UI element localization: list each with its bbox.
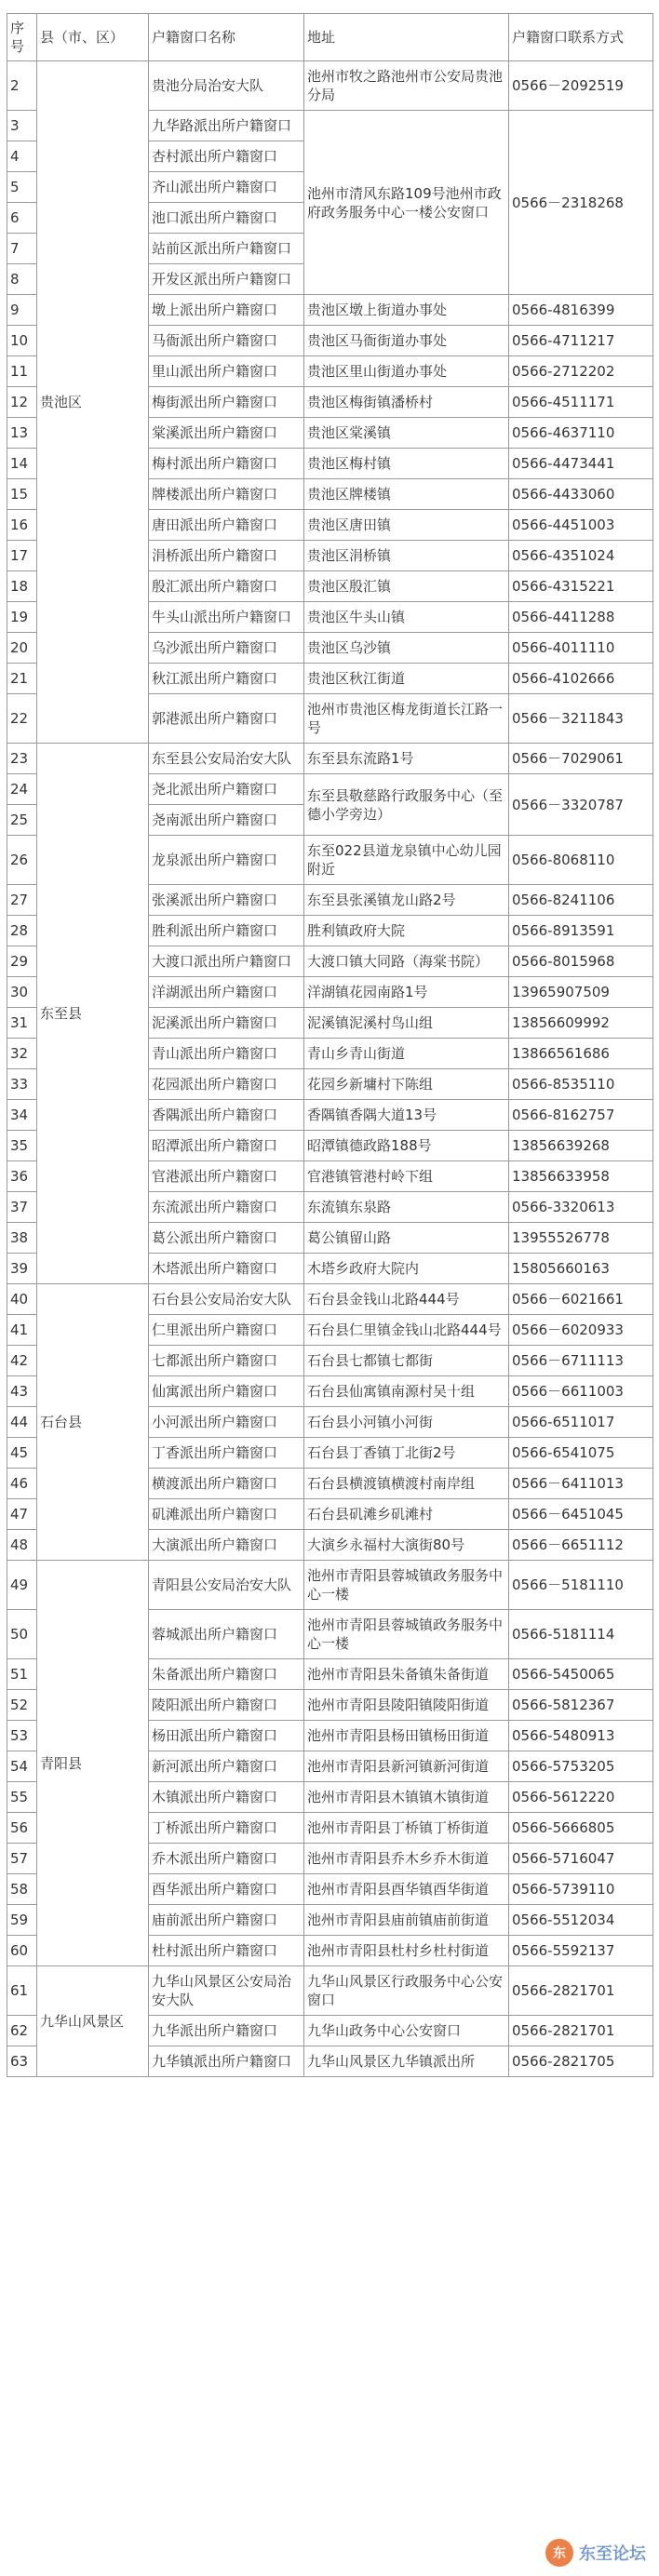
window-name: 梅街派出所户籍窗口	[149, 387, 304, 418]
phone: 0566－6611003	[509, 1376, 653, 1407]
address: 东至022县道龙泉镇中心幼儿园附近	[304, 836, 509, 885]
row-number: 40	[7, 1284, 37, 1315]
row-number: 53	[7, 1721, 37, 1751]
window-name: 木塔派出所户籍窗口	[149, 1254, 304, 1284]
phone: 13856633958	[509, 1161, 653, 1192]
row-number: 39	[7, 1254, 37, 1284]
window-name: 胜利派出所户籍窗口	[149, 916, 304, 946]
window-name: 池口派出所户籍窗口	[149, 203, 304, 234]
row-number: 21	[7, 664, 37, 694]
phone: 0566-5450065	[509, 1659, 653, 1690]
row-number: 50	[7, 1610, 37, 1659]
phone: 13856609992	[509, 1008, 653, 1039]
window-name: 牛头山派出所户籍窗口	[149, 602, 304, 633]
table-row	[7, 61, 653, 111]
row-number: 62	[7, 2016, 37, 2046]
row-number: 37	[7, 1192, 37, 1223]
phone: 0566-2821705	[509, 2046, 653, 2077]
phone: 0566－6451045	[509, 1499, 653, 1530]
row-number: 7	[7, 234, 37, 264]
row-number: 61	[7, 1966, 37, 2016]
window-name: 杨田派出所户籍窗口	[149, 1721, 304, 1751]
phone: 0566-6541075	[509, 1438, 653, 1469]
address: 池州市青阳县酉华镇酉华街道	[304, 1874, 509, 1905]
phone: 0566-4816399	[509, 295, 653, 326]
window-name: 蓉城派出所户籍窗口	[149, 1610, 304, 1659]
phone: 0566－2318268	[509, 111, 653, 295]
address: 官港镇管港村岭下组	[304, 1161, 509, 1192]
window-name: 棠溪派出所户籍窗口	[149, 418, 304, 449]
window-name: 青阳县公安局治安大队	[149, 1561, 304, 1610]
phone: 0566-5512034	[509, 1905, 653, 1936]
address: 池州市青阳县新河镇新河街道	[304, 1751, 509, 1782]
window-name: 朱备派出所户籍窗口	[149, 1659, 304, 1690]
address: 葛公镇留山路	[304, 1223, 509, 1254]
row-number: 60	[7, 1936, 37, 1966]
table-row	[7, 1284, 653, 1315]
window-name: 龙泉派出所户籍窗口	[149, 836, 304, 885]
row-number: 3	[7, 111, 37, 141]
window-name: 马衙派出所户籍窗口	[149, 326, 304, 356]
window-name: 九华山风景区公安局治安大队	[149, 1966, 304, 2016]
window-name: 东流派出所户籍窗口	[149, 1192, 304, 1223]
row-number: 33	[7, 1069, 37, 1100]
window-name: 新河派出所户籍窗口	[149, 1751, 304, 1782]
row-number: 51	[7, 1659, 37, 1690]
phone: 13866561686	[509, 1039, 653, 1069]
address: 石台县仙寓镇南源村吴十组	[304, 1376, 509, 1407]
address: 贵池区牛头山镇	[304, 602, 509, 633]
address: 池州市清风东路109号池州市政府政务服务中心一楼公安窗口	[304, 111, 509, 295]
phone: 0566－6651112	[509, 1530, 653, 1561]
address: 贵池区殷汇镇	[304, 571, 509, 602]
row-number: 49	[7, 1561, 37, 1610]
window-name: 大渡口派出所户籍窗口	[149, 946, 304, 977]
row-number: 57	[7, 1844, 37, 1874]
phone: 13955526778	[509, 1223, 653, 1254]
phone: 0566-5666805	[509, 1813, 653, 1844]
row-number: 14	[7, 449, 37, 479]
phone: 0566-5480913	[509, 1721, 653, 1751]
window-name: 洋湖派出所户籍窗口	[149, 977, 304, 1008]
window-name: 酉华派出所户籍窗口	[149, 1874, 304, 1905]
address: 贵池区乌沙镇	[304, 633, 509, 664]
row-number: 42	[7, 1346, 37, 1376]
phone: 0566-5753205	[509, 1751, 653, 1782]
address: 石台县丁香镇丁北街2号	[304, 1438, 509, 1469]
phone: 0566-6511017	[509, 1407, 653, 1438]
address: 石台县矶滩乡矶滩村	[304, 1499, 509, 1530]
row-number: 2	[7, 61, 37, 111]
window-name: 尧南派出所户籍窗口	[149, 805, 304, 836]
address: 贵池区牌楼镇	[304, 479, 509, 510]
header-address: 地址	[304, 14, 509, 61]
address: 石台县小河镇小河街	[304, 1407, 509, 1438]
address: 贵池区唐田镇	[304, 510, 509, 541]
row-number: 55	[7, 1782, 37, 1813]
address: 九华山风景区行政服务中心公安窗口	[304, 1966, 509, 2016]
phone: 0566－7029061	[509, 744, 653, 774]
phone: 0566-4411288	[509, 602, 653, 633]
address: 花园乡新墉村下陈组	[304, 1069, 509, 1100]
address: 池州市贵池区梅龙街道长江路一号	[304, 694, 509, 744]
phone: 0566－5181110	[509, 1561, 653, 1610]
row-number: 26	[7, 836, 37, 885]
county-cell: 九华山风景区	[37, 1966, 149, 2077]
row-number: 56	[7, 1813, 37, 1844]
window-name: 九华路派出所户籍窗口	[149, 111, 304, 141]
row-number: 34	[7, 1100, 37, 1131]
window-name: 七都派出所户籍窗口	[149, 1346, 304, 1376]
phone: 0566-5612220	[509, 1782, 653, 1813]
site-watermark	[545, 2539, 646, 2567]
address: 池州市青阳县朱备镇朱备街道	[304, 1659, 509, 1690]
header-window-name: 户籍窗口名称	[149, 14, 304, 61]
county-cell: 贵池区	[37, 61, 149, 744]
row-number: 17	[7, 541, 37, 571]
phone: 0566-8535110	[509, 1069, 653, 1100]
row-number: 13	[7, 418, 37, 449]
county-cell: 青阳县	[37, 1561, 149, 1966]
phone: 0566-8068110	[509, 836, 653, 885]
phone: 0566-8241106	[509, 885, 653, 916]
address: 石台县七都镇七都街	[304, 1346, 509, 1376]
phone: 0566-5739110	[509, 1874, 653, 1905]
window-name: 里山派出所户籍窗口	[149, 356, 304, 387]
row-number: 41	[7, 1315, 37, 1346]
address: 池州市青阳县蓉城镇政务服务中心一楼	[304, 1610, 509, 1659]
window-name: 葛公派出所户籍窗口	[149, 1223, 304, 1254]
phone: 0566-8015968	[509, 946, 653, 977]
row-number: 47	[7, 1499, 37, 1530]
address: 贵池区梅村镇	[304, 449, 509, 479]
window-name: 开发区派出所户籍窗口	[149, 264, 304, 295]
window-name: 矶滩派出所户籍窗口	[149, 1499, 304, 1530]
address: 木塔乡政府大院内	[304, 1254, 509, 1284]
table-row	[7, 744, 653, 774]
phone: 0566-5592137	[509, 1936, 653, 1966]
row-number: 43	[7, 1376, 37, 1407]
address: 池州市青阳县庙前镇庙前街道	[304, 1905, 509, 1936]
window-name: 木镇派出所户籍窗口	[149, 1782, 304, 1813]
phone: 0566-4451003	[509, 510, 653, 541]
row-number: 63	[7, 2046, 37, 2077]
address: 大演乡永福村大演街80号	[304, 1530, 509, 1561]
window-name: 唐田派出所户籍窗口	[149, 510, 304, 541]
phone: 13965907509	[509, 977, 653, 1008]
address: 香隅镇香隅大道13号	[304, 1100, 509, 1131]
phone: 0566-2821701	[509, 2016, 653, 2046]
window-name: 站前区派出所户籍窗口	[149, 234, 304, 264]
header-no: 序号	[7, 14, 37, 61]
phone: 0566-4711217	[509, 326, 653, 356]
window-name: 青山派出所户籍窗口	[149, 1039, 304, 1069]
phone: 0566－6020933	[509, 1315, 653, 1346]
address: 胜利镇政府大院	[304, 916, 509, 946]
row-number: 20	[7, 633, 37, 664]
phone: 0566-2712202	[509, 356, 653, 387]
row-number: 12	[7, 387, 37, 418]
row-number: 8	[7, 264, 37, 295]
phone: 0566-5181114	[509, 1610, 653, 1659]
window-name: 杜村派出所户籍窗口	[149, 1936, 304, 1966]
address: 池州市青阳县蓉城镇政务服务中心一楼	[304, 1561, 509, 1610]
row-number: 5	[7, 172, 37, 203]
address: 池州市青阳县木镇镇木镇街道	[304, 1782, 509, 1813]
window-name: 九华镇派出所户籍窗口	[149, 2046, 304, 2077]
address: 石台县仁里镇金钱山北路444号	[304, 1315, 509, 1346]
window-name: 九华派出所户籍窗口	[149, 2016, 304, 2046]
address: 池州市青阳县杜村乡杜村街道	[304, 1936, 509, 1966]
row-number: 23	[7, 744, 37, 774]
row-number: 45	[7, 1438, 37, 1469]
phone: 0566-8913591	[509, 916, 653, 946]
row-number: 48	[7, 1530, 37, 1561]
phone: 13856639268	[509, 1131, 653, 1161]
phone: 0566－6411013	[509, 1469, 653, 1499]
household-registration-table	[7, 13, 653, 2077]
phone: 0566-4351024	[509, 541, 653, 571]
row-number: 19	[7, 602, 37, 633]
address: 东至县东流路1号	[304, 744, 509, 774]
row-number: 46	[7, 1469, 37, 1499]
window-name: 涓桥派出所户籍窗口	[149, 541, 304, 571]
phone: 0566-4102666	[509, 664, 653, 694]
phone: 0566－6021661	[509, 1284, 653, 1315]
address: 池州市牧之路池州市公安局贵池分局	[304, 61, 509, 111]
phone: 0566-5812367	[509, 1690, 653, 1721]
address: 池州市青阳县杨田镇杨田街道	[304, 1721, 509, 1751]
window-name: 横渡派出所户籍窗口	[149, 1469, 304, 1499]
window-name: 尧北派出所户籍窗口	[149, 774, 304, 805]
address: 九华山政务中心公安窗口	[304, 2016, 509, 2046]
window-name: 陵阳派出所户籍窗口	[149, 1690, 304, 1721]
window-name: 张溪派出所户籍窗口	[149, 885, 304, 916]
watermark-text: 东至论坛	[579, 2544, 646, 2564]
window-name: 齐山派出所户籍窗口	[149, 172, 304, 203]
row-number: 31	[7, 1008, 37, 1039]
row-number: 35	[7, 1131, 37, 1161]
window-name: 贵池分局治安大队	[149, 61, 304, 111]
row-number: 11	[7, 356, 37, 387]
phone: 0566-4315221	[509, 571, 653, 602]
window-name: 香隅派出所户籍窗口	[149, 1100, 304, 1131]
row-number: 44	[7, 1407, 37, 1438]
window-name: 乌沙派出所户籍窗口	[149, 633, 304, 664]
header-phone: 户籍窗口联系方式	[509, 14, 653, 61]
row-number: 28	[7, 916, 37, 946]
address: 贵池区秋江街道	[304, 664, 509, 694]
row-number: 30	[7, 977, 37, 1008]
address: 九华山风景区九华镇派出所	[304, 2046, 509, 2077]
window-name: 仁里派出所户籍窗口	[149, 1315, 304, 1346]
row-number: 54	[7, 1751, 37, 1782]
address: 贵池区马衙街道办事处	[304, 326, 509, 356]
address: 大渡口镇大同路（海棠书院）	[304, 946, 509, 977]
table-row	[7, 1561, 653, 1610]
address: 贵池区墩上街道办事处	[304, 295, 509, 326]
window-name: 泥溪派出所户籍窗口	[149, 1008, 304, 1039]
window-name: 花园派出所户籍窗口	[149, 1069, 304, 1100]
address: 贵池区梅街镇潘桥村	[304, 387, 509, 418]
watermark-logo-icon: 东	[545, 2539, 573, 2567]
window-name: 墩上派出所户籍窗口	[149, 295, 304, 326]
address: 贵池区里山街道办事处	[304, 356, 509, 387]
table-row	[7, 1966, 653, 2016]
row-number: 18	[7, 571, 37, 602]
phone: 0566－2092519	[509, 61, 653, 111]
table-body	[7, 61, 653, 2077]
phone: 0566-4511171	[509, 387, 653, 418]
row-number: 22	[7, 694, 37, 744]
county-cell: 石台县	[37, 1284, 149, 1561]
row-number: 16	[7, 510, 37, 541]
window-name: 丁香派出所户籍窗口	[149, 1438, 304, 1469]
row-number: 36	[7, 1161, 37, 1192]
header-county: 县（市、区）	[37, 14, 149, 61]
address: 泥溪镇泥溪村鸟山组	[304, 1008, 509, 1039]
phone: 15805660163	[509, 1254, 653, 1284]
row-number: 25	[7, 805, 37, 836]
address: 青山乡青山街道	[304, 1039, 509, 1069]
window-name: 郭港派出所户籍窗口	[149, 694, 304, 744]
row-number: 9	[7, 295, 37, 326]
address: 池州市青阳县丁桥镇丁桥街道	[304, 1813, 509, 1844]
address: 东至县张溪镇龙山路2号	[304, 885, 509, 916]
address: 东流镇东泉路	[304, 1192, 509, 1223]
address: 石台县横渡镇横渡村南岸组	[304, 1469, 509, 1499]
phone: 0566-8162757	[509, 1100, 653, 1131]
window-name: 秋江派出所户籍窗口	[149, 664, 304, 694]
county-cell: 东至县	[37, 744, 149, 1284]
phone: 0566-4473441	[509, 449, 653, 479]
row-number: 27	[7, 885, 37, 916]
window-name: 牌楼派出所户籍窗口	[149, 479, 304, 510]
address: 东至县敬慈路行政服务中心（至德小学旁边）	[304, 774, 509, 836]
window-name: 石台县公安局治安大队	[149, 1284, 304, 1315]
address: 昭潭镇德政路188号	[304, 1131, 509, 1161]
address: 池州市青阳县乔木乡乔木街道	[304, 1844, 509, 1874]
window-name: 大演派出所户籍窗口	[149, 1530, 304, 1561]
window-name: 庙前派出所户籍窗口	[149, 1905, 304, 1936]
row-number: 38	[7, 1223, 37, 1254]
address: 贵池区涓桥镇	[304, 541, 509, 571]
address: 石台县金钱山北路444号	[304, 1284, 509, 1315]
window-name: 丁桥派出所户籍窗口	[149, 1813, 304, 1844]
window-name: 昭潭派出所户籍窗口	[149, 1131, 304, 1161]
phone: 0566-3320613	[509, 1192, 653, 1223]
window-name: 殷汇派出所户籍窗口	[149, 571, 304, 602]
address: 贵池区棠溪镇	[304, 418, 509, 449]
row-number: 52	[7, 1690, 37, 1721]
window-name: 乔木派出所户籍窗口	[149, 1844, 304, 1874]
window-name: 官港派出所户籍窗口	[149, 1161, 304, 1192]
row-number: 24	[7, 774, 37, 805]
window-name: 仙寓派出所户籍窗口	[149, 1376, 304, 1407]
phone: 0566-4011110	[509, 633, 653, 664]
row-number: 58	[7, 1874, 37, 1905]
address: 池州市青阳县陵阳镇陵阳街道	[304, 1690, 509, 1721]
row-number: 29	[7, 946, 37, 977]
phone: 0566-5716047	[509, 1844, 653, 1874]
row-number: 6	[7, 203, 37, 234]
window-name: 东至县公安局治安大队	[149, 744, 304, 774]
window-name: 梅村派出所户籍窗口	[149, 449, 304, 479]
row-number: 10	[7, 326, 37, 356]
window-name: 小河派出所户籍窗口	[149, 1407, 304, 1438]
row-number: 59	[7, 1905, 37, 1936]
row-number: 4	[7, 141, 37, 172]
phone: 0566-4637110	[509, 418, 653, 449]
phone: 0566－3320787	[509, 774, 653, 836]
row-number: 15	[7, 479, 37, 510]
row-number: 32	[7, 1039, 37, 1069]
header-row	[7, 14, 653, 61]
address: 洋湖镇花园南路1号	[304, 977, 509, 1008]
phone: 0566－3211843	[509, 694, 653, 744]
phone: 0566-2821701	[509, 1966, 653, 2016]
window-name: 杏村派出所户籍窗口	[149, 141, 304, 172]
phone: 0566-4433060	[509, 479, 653, 510]
phone: 0566－6711113	[509, 1346, 653, 1376]
